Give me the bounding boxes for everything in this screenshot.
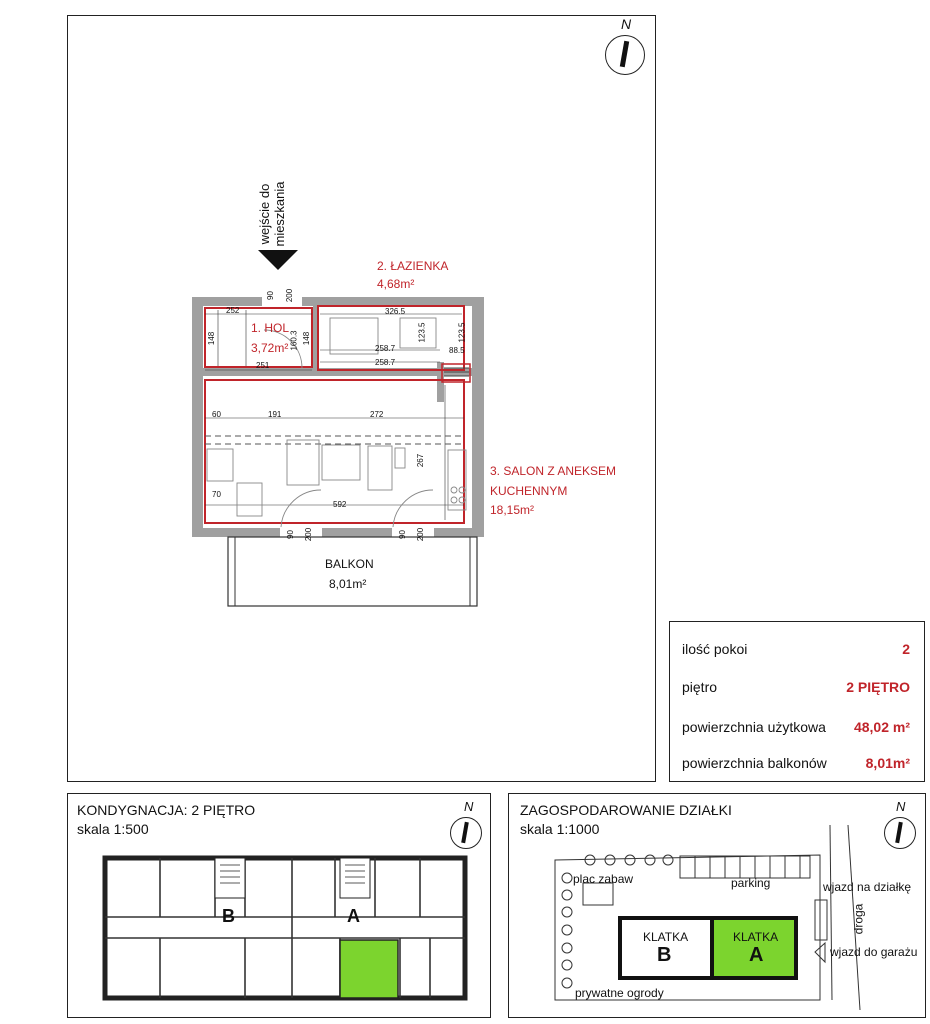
- dim-label: 267: [416, 453, 426, 468]
- dim-label: 258.7: [375, 344, 396, 353]
- room-salon-name: 3. SALON Z ANEKSEM: [490, 464, 617, 478]
- dim-label: 191: [268, 410, 282, 419]
- klatka-a-title: KLATKA: [733, 930, 779, 944]
- site-label-entry-garage: wjazd do garażu: [830, 945, 918, 959]
- north-label: N: [896, 799, 906, 814]
- room-bathroom-name: 2. ŁAZIENKA: [377, 259, 449, 273]
- info-key: powierzchnia użytkowa: [682, 719, 826, 735]
- room-bathroom-area: 4,68m²: [377, 277, 415, 291]
- dim-label: 326.5: [385, 307, 406, 316]
- dim-label: 200: [304, 527, 314, 542]
- staircase-a-label: A: [347, 906, 360, 926]
- dim-label: 258.7: [375, 358, 396, 367]
- room-hall-name: 1. HOL: [251, 321, 290, 335]
- room-hall-area: 3,72m²: [251, 341, 289, 355]
- dim-label: 592: [333, 500, 347, 509]
- dim-label: 88.5: [449, 346, 465, 355]
- room-salon-name-2: KUCHENNYM: [490, 484, 568, 498]
- info-value: 8,01m²: [865, 755, 910, 771]
- balcony-name: BALKON: [325, 557, 374, 571]
- klatka-b-letter: B: [657, 944, 672, 966]
- info-value: 2: [902, 641, 910, 657]
- site-panel-scale: skala 1:1000: [520, 821, 600, 837]
- floor-panel-scale: skala 1:500: [77, 821, 149, 837]
- klatka-a-letter: A: [749, 944, 764, 966]
- dim-label: 123.5: [417, 322, 427, 343]
- site-label-parking: parking: [731, 876, 771, 890]
- dim-label: 160.3: [289, 330, 299, 351]
- dim-label: 200: [416, 527, 426, 542]
- info-value: 48,02 m²: [853, 719, 910, 735]
- info-key: powierzchnia balkonów: [682, 755, 827, 771]
- dim-label: 148: [207, 331, 217, 346]
- dim-label: 70: [212, 490, 221, 499]
- info-key: piętro: [682, 679, 718, 695]
- dim-label: 148: [302, 331, 312, 346]
- north-label: N: [464, 799, 474, 814]
- north-label: N: [621, 16, 632, 32]
- site-label-road: droga: [851, 903, 866, 935]
- site-label-entry-plot: wjazd na działkę: [823, 880, 912, 894]
- klatka-b-title: KLATKA: [643, 930, 689, 944]
- site-panel-title: ZAGOSPODAROWANIE DZIAŁKI: [520, 802, 732, 818]
- balcony-area: 8,01m²: [329, 577, 367, 591]
- dim-label: 252: [226, 306, 240, 315]
- floor-panel-title: KONDYGNACJA: 2 PIĘTRO: [77, 802, 256, 818]
- dim-label: 90: [265, 291, 275, 300]
- dim-label: 200: [285, 288, 295, 303]
- staircase-b-label: B: [222, 906, 235, 926]
- entrance-label: wejście do mieszkania: [257, 181, 287, 247]
- info-key: ilość pokoi: [682, 641, 748, 657]
- dim-label: 90: [397, 530, 407, 539]
- dim-label: 272: [370, 410, 384, 419]
- dim-label: 123.5: [457, 322, 467, 343]
- site-label-playground: plac zabaw: [573, 872, 634, 886]
- room-salon-area: 18,15m²: [490, 503, 535, 517]
- info-value: 2 PIĘTRO: [846, 679, 910, 695]
- dim-label: 251: [256, 361, 270, 370]
- site-label-gardens: prywatne ogrody: [575, 986, 664, 1000]
- dim-label: 60: [212, 410, 221, 419]
- dim-label: 90: [285, 530, 295, 539]
